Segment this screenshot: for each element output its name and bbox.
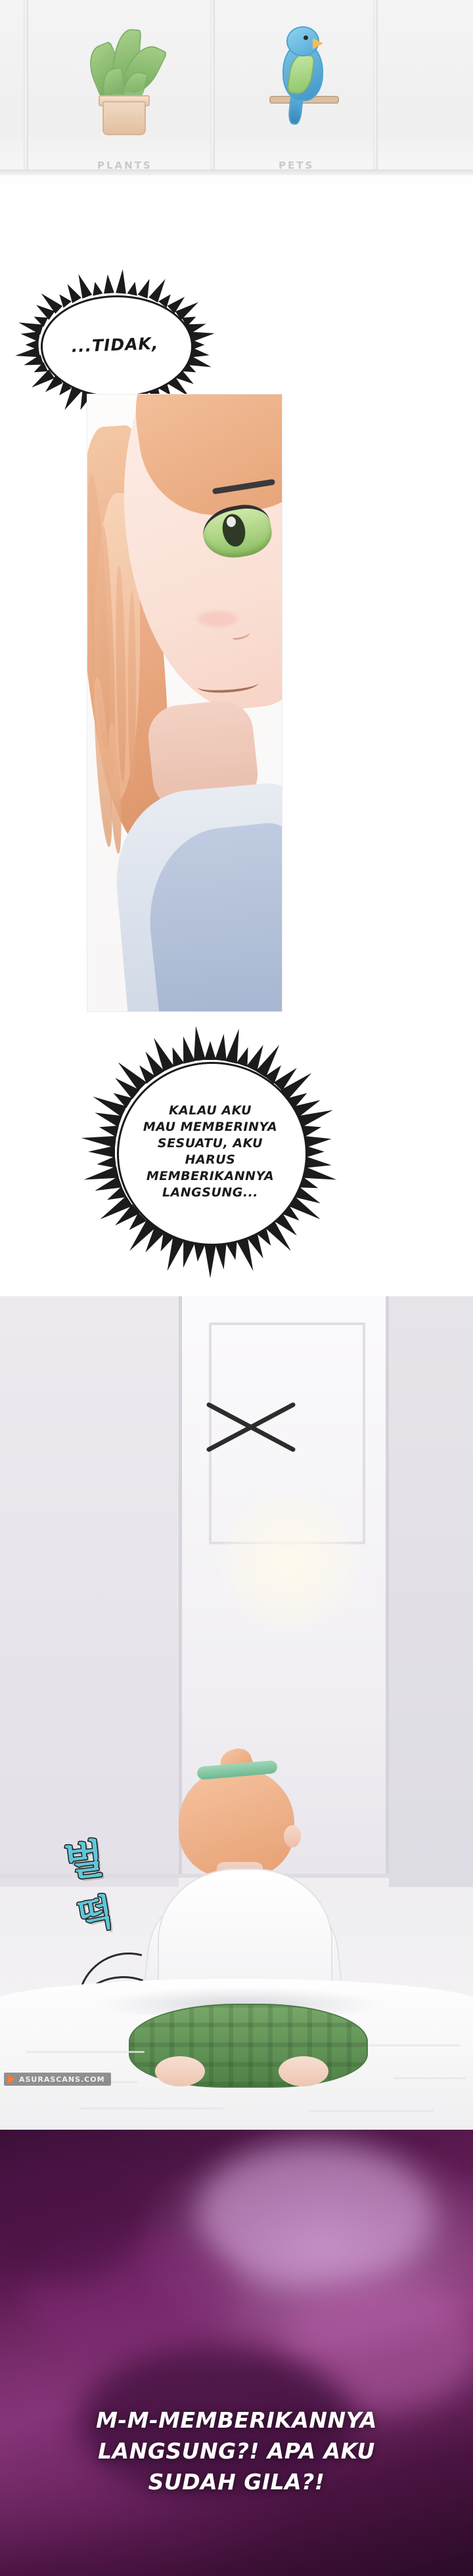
bubble-spike bbox=[80, 1131, 116, 1147]
shelf-divider bbox=[210, 0, 215, 172]
watermark bbox=[4, 2073, 111, 2086]
boy-hair bbox=[179, 1767, 294, 1878]
shelf-base bbox=[0, 169, 473, 175]
sfx-text-line1: 벌 bbox=[62, 1834, 106, 1886]
bed-fold bbox=[309, 2110, 434, 2112]
swirl-decor bbox=[197, 2143, 434, 2287]
bed-fold bbox=[79, 2107, 223, 2109]
shelf-label-plants: PLANTS bbox=[97, 159, 152, 171]
boy-foot bbox=[155, 2056, 205, 2086]
bubble-text: ...TIDAK, bbox=[71, 333, 159, 356]
panel-purple-reaction bbox=[0, 2130, 473, 2576]
panel-shop-shelf bbox=[0, 0, 473, 217]
door-glow bbox=[217, 1487, 361, 1637]
hair-strand bbox=[128, 591, 136, 788]
watermark-text: ASURASCANS.COM bbox=[19, 2075, 105, 2084]
girl-pupil-highlight bbox=[227, 517, 236, 527]
wall-right bbox=[389, 1296, 473, 1887]
plant-icon bbox=[84, 18, 163, 143]
play-triangle-icon bbox=[8, 2075, 15, 2084]
bed-fold bbox=[26, 2051, 145, 2053]
bed-fold bbox=[394, 2077, 466, 2079]
bubble-spike bbox=[305, 1146, 325, 1158]
shelf-label-pets: PETS bbox=[279, 159, 315, 171]
purple-caption-text: M-M-MEMBERIKANNYA LANGSUNG?! APA AKU SUDAH GILA?! bbox=[96, 2407, 377, 2495]
sfx-text-line2: 떡 bbox=[74, 1890, 117, 1939]
girl-cheek-blush bbox=[198, 611, 237, 627]
shelf-divider bbox=[24, 0, 28, 172]
boy-ear bbox=[284, 1825, 301, 1848]
thought-bubble-plan bbox=[79, 1024, 342, 1280]
shelf-divider bbox=[373, 0, 378, 172]
bubble-spike bbox=[204, 1041, 216, 1060]
boy-foot bbox=[279, 2056, 328, 2086]
bubble-spike bbox=[88, 1146, 115, 1158]
panel-bedroom bbox=[0, 1296, 473, 2130]
wall-left bbox=[0, 1296, 179, 1887]
panel-girl-closeup bbox=[87, 394, 282, 1012]
bed-fold bbox=[368, 2044, 460, 2046]
shelf-bottom-fade bbox=[0, 175, 473, 217]
bubble-spike bbox=[215, 1242, 229, 1271]
parrot-icon bbox=[260, 20, 346, 125]
bubble-text: KALAU AKU MAU MEMBERINYA SESUATU, AKU HARUS MEMBERIKANNYA LANGSUNG... bbox=[143, 1103, 278, 1200]
bubble-spike bbox=[204, 1244, 216, 1278]
bubble-spike bbox=[304, 1133, 332, 1147]
shelf-wall bbox=[0, 0, 473, 187]
